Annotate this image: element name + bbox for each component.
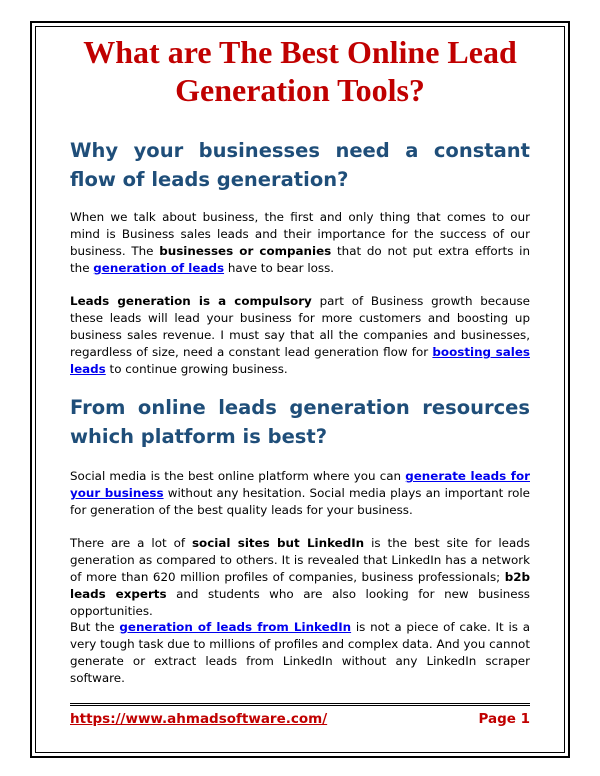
text: When we talk about business, the first and only thing that comes to our mind is Business sales leads and their importance for the success of our business. The [70,210,530,258]
paragraph-linkedin [70,535,530,620]
text: to continue growing business. [105,362,288,376]
bold-text: b2b leads experts [70,570,530,601]
bold-text: businesses or companies [159,244,332,258]
paragraph-leads-compulsory [70,293,530,378]
text: is the best site for leads generation as compared to others. It is revealed that LinkedIn has a network of more than 620 million profiles of companies, business professionals; [70,536,530,584]
link-generate-leads-for-your-business[interactable]: generate leads for your business [70,469,530,500]
bold-text: Leads generation is a compulsory [70,294,312,308]
page-number: Page 1 [478,711,530,727]
text: part of Business growth because these leads will lead your business for more customers and boosting up business sales revenue. I must say that all the companies and businesses, regardless of size, need a constant lead generation flow for [70,294,530,359]
paragraph-business-leads [70,209,530,277]
section-heading-best-platform: From online leads generation resources which platform is best? [70,396,530,448]
text: and students who are also looking for new business opportunities. [70,587,530,618]
link-generation-of-leads-from-linkedin[interactable]: generation of leads from LinkedIn [119,620,352,634]
page-title: What are The Best Online Lead Generation Tools? [83,34,517,108]
text: There are a lot of [70,536,192,550]
paragraph-linkedin-scraper [70,619,530,687]
text: But the [70,620,120,634]
footer-website-link[interactable]: https://www.ahmadsoftware.com/ [70,711,328,727]
paragraph-social-media [70,468,530,519]
bold-text: social sites but LinkedIn [191,536,365,550]
text: Social media is the best online platform where you can [70,469,406,483]
text: without any hesitation. Social media plays an important role for generation of the best quality leads for your business. [70,486,530,517]
footer-divider [70,703,530,706]
link-generation-of-leads[interactable]: generation of leads [93,261,225,275]
link-boosting-sales-leads[interactable]: boosting sales leads [70,345,530,376]
text: is not a piece of cake. It is a very tough task due to millions of profiles and complex data. And you cannot generate or extract leads from LinkedIn without any LinkedIn scraper software. [70,620,530,685]
section-heading-why-leads: Why your businesses need a constant flow of leads generation? [70,139,530,191]
text: have to bear loss. [224,261,335,275]
text: that do not put extra efforts in the [70,244,530,275]
